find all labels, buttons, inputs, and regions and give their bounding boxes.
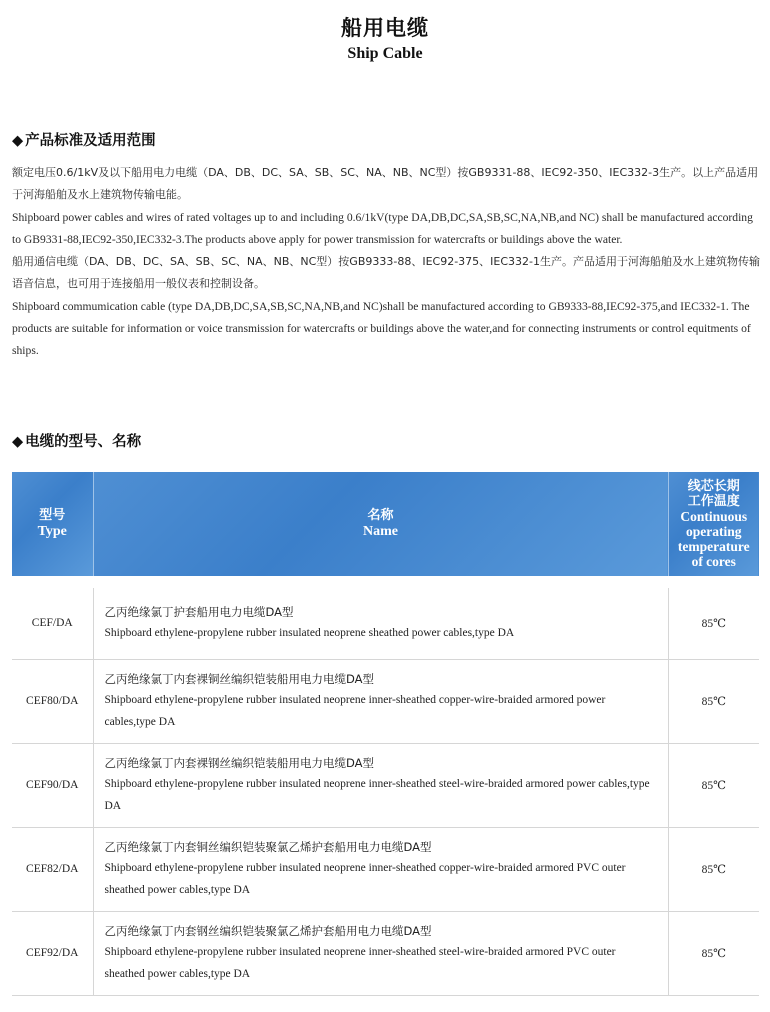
cell-name-en: Shipboard ethylene-propylene rubber insulated neoprene sheathed power cables,type DA: [104, 627, 515, 640]
cell-name: [93, 659, 668, 743]
diamond-bullet-icon: ◆: [12, 133, 24, 149]
cell-name-cn: 乙丙绝缘氯丁护套船用电力电缆DA型: [104, 604, 294, 619]
intro-text: [12, 162, 762, 363]
header-temp-en: temperature: [677, 539, 750, 554]
intro-paragraph: Shipboard commumication cable (type DA,DB,DC,SA,SB,SC,NA,NB,and NC)shall be manufactured according to GB9333-88,IEC92-375,and IEC332-1. The products are suitable for information or voice transmission for watercrafts or buildings above the water,and for connecting instruments or control equitments of ships.: [12, 299, 751, 358]
cell-temp: 85℃: [668, 659, 759, 743]
cell-temp: 85℃: [668, 743, 759, 827]
cell-name: [93, 911, 668, 995]
section-heading-models: [12, 430, 141, 451]
cell-type: CEF/DA: [12, 588, 93, 659]
header-temp-en: of cores: [691, 554, 736, 569]
cell-name-cn: 乙丙绝缘氯丁内套铜丝编织铠装聚氯乙烯护套船用电力电缆DA型: [104, 839, 432, 854]
page-title-cn: 船用电缆: [341, 16, 429, 40]
intro-paragraph: Shipboard power cables and wires of rated voltages up to and including 0.6/1kV(type DA,DB,DC,SA,SB,SC,NA,NB,and NC) shall be manufactured according to GB9331-88,IEC92-350,IEC332-3.The products above apply for power transmission for watercrafts or buildings above the water.: [12, 210, 753, 246]
section-heading-standards: [12, 129, 156, 150]
cell-type: CEF90/DA: [12, 743, 93, 827]
header-name-cn: 名称: [367, 508, 394, 523]
cable-spec-table: [12, 472, 759, 996]
section-heading-text: 产品标准及适用范围: [25, 133, 156, 149]
header-temp-en: operating: [686, 524, 742, 539]
diamond-bullet-icon: ◆: [12, 434, 24, 450]
cell-type: CEF92/DA: [12, 911, 93, 995]
cell-name-cn: 乙丙绝缘氯丁内套裸钢丝编织铠装船用电力电缆DA型: [104, 755, 375, 770]
cell-name-en: Shipboard ethylene-propylene rubber insulated neoprene inner-sheathed copper-wire-braided armored power cables,type DA: [104, 694, 606, 728]
table-header-row: [12, 472, 759, 576]
table-row: [12, 827, 759, 911]
cell-name-en: Shipboard ethylene-propylene rubber insulated neoprene inner-sheathed steel-wire-braided armored power cables,type DA: [104, 778, 650, 812]
section-heading-text: 电缆的型号、名称: [25, 434, 142, 450]
cell-type: CEF80/DA: [12, 659, 93, 743]
table-row: [12, 588, 759, 659]
header-type-cn: 型号: [39, 508, 66, 523]
cell-name-cn: 乙丙绝缘氯丁内套裸铜丝编织铠装船用电力电缆DA型: [104, 671, 375, 686]
cell-name: [93, 743, 668, 827]
cell-temp: 85℃: [668, 911, 759, 995]
table-row: [12, 743, 759, 827]
intro-paragraph: 船用通信电缆（DA、DB、DC、SA、SB、SC、NA、NB、NC型）按GB9333-88、IEC92-375、IEC332-1生产。产品适用于河海船舶及水上建筑物传输语音信息，也可用于连接船用一般仪表和控制设备。: [12, 255, 761, 291]
cell-temp: 85℃: [701, 618, 726, 631]
header-name: [93, 472, 668, 576]
header-name-en: Name: [363, 524, 398, 539]
cell-type: CEF82/DA: [12, 827, 93, 911]
header-temperature: [668, 472, 759, 576]
cell-name: [93, 588, 668, 659]
header-temp-cn: 工作温度: [687, 494, 740, 509]
cell-temp: 85℃: [668, 827, 759, 911]
header-type: [12, 472, 93, 576]
cell-name-en: Shipboard ethylene-propylene rubber insulated neoprene inner-sheathed copper-wire-braided armored PVC outer sheathed power cables,type DA: [104, 862, 626, 896]
cell-name: [93, 827, 668, 911]
cell-name-cn: 乙丙绝缘氯丁内套钢丝编织铠装聚氯乙烯护套船用电力电缆DA型: [104, 923, 432, 938]
header-temp-cn: 线芯长期: [687, 479, 740, 494]
header-temp-en: Continuous: [680, 509, 748, 524]
cell-name-en: Shipboard ethylene-propylene rubber insulated neoprene inner-sheathed steel-wire-braided armored PVC outer sheathed power cables,type DA: [104, 946, 616, 980]
header-type-en: Type: [37, 524, 67, 539]
page-title-en: Ship Cable: [347, 45, 423, 62]
table-row: [12, 659, 759, 743]
intro-paragraph: 额定电压0.6/1kV及以下船用电力电缆（DA、DB、DC、SA、SB、SC、NA、NB、NC型）按GB9331-88、IEC92-350、IEC332-3生产。以上产品适用于河海船舶及水上建筑物传输电能。: [12, 166, 759, 202]
table-row: [12, 911, 759, 995]
